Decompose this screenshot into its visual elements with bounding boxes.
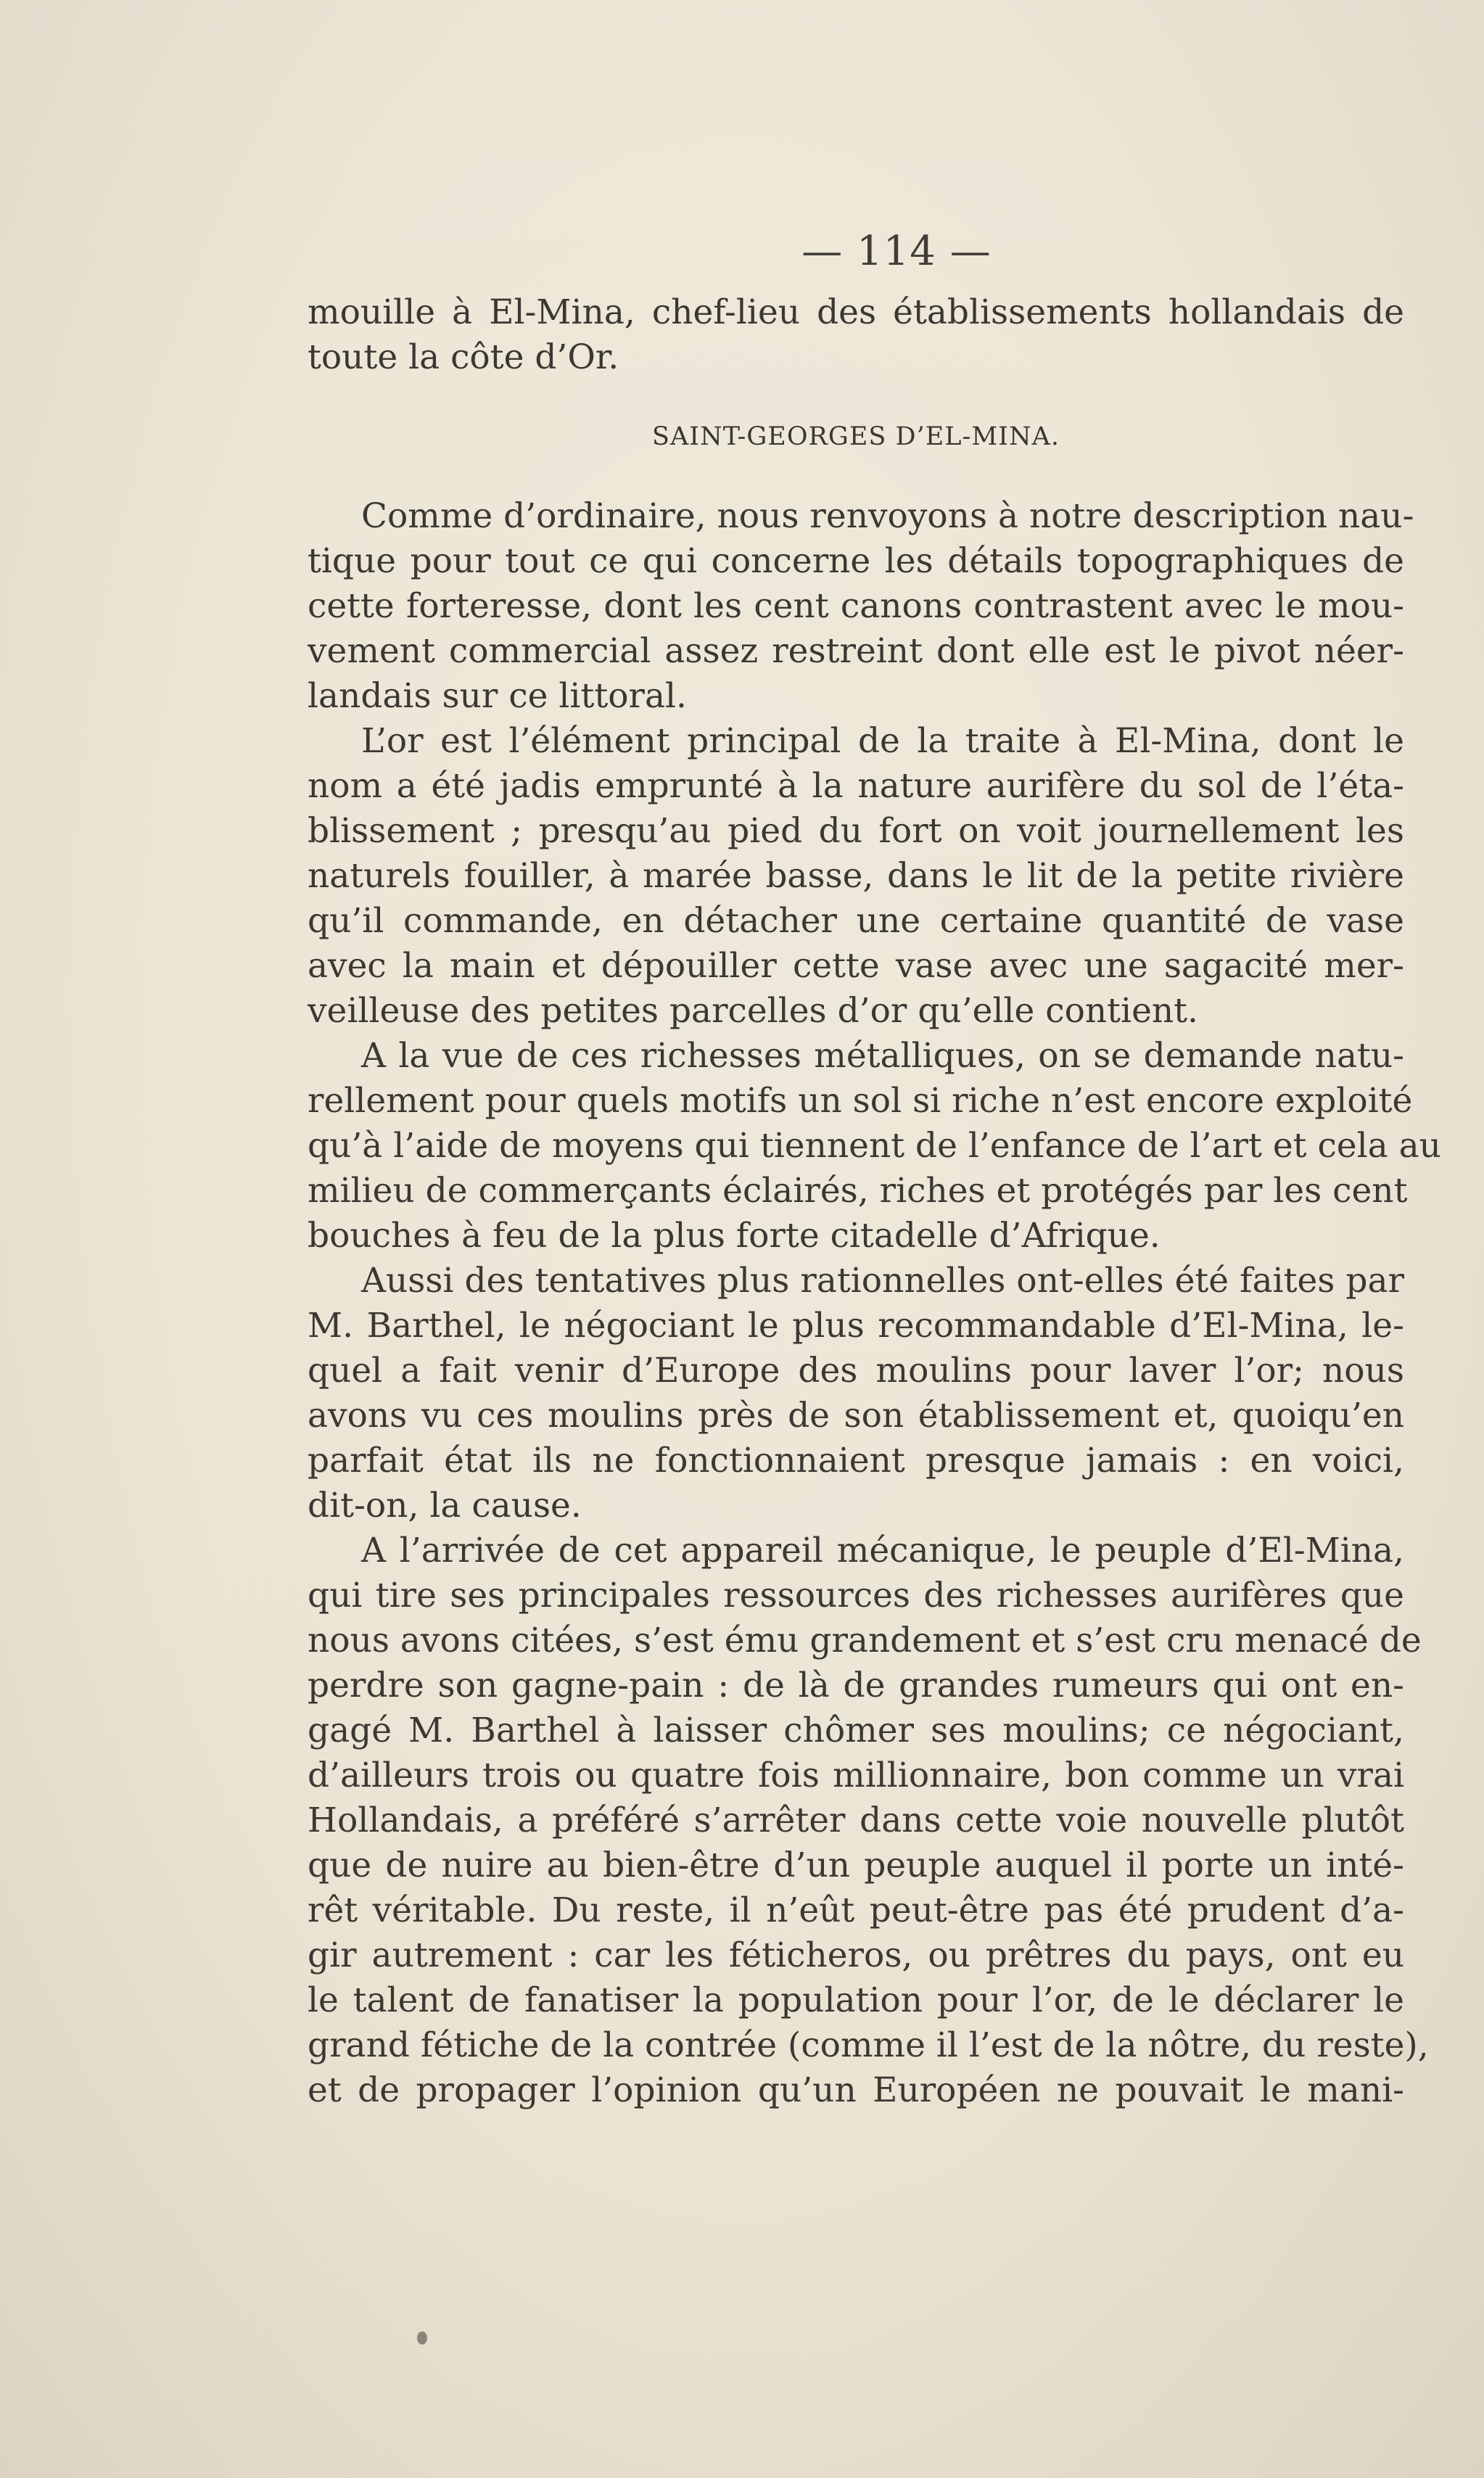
text-line: veilleuse des petites parcelles d’or qu’elle contient. <box>308 991 1198 1031</box>
text-line: cette forteresse, dont les cent canons contrastent avec le mou- <box>308 586 1404 626</box>
page-number: — 114 — <box>801 228 992 275</box>
text-line: landais sur ce littoral. <box>308 676 687 716</box>
text-line: qu’il commande, en détacher une certaine quantité de vase <box>308 901 1404 941</box>
text-line: grand fétiche de la contrée (comme il l’est de la nôtre, du reste), <box>308 2025 1429 2065</box>
paragraph <box>308 1259 1404 1528</box>
paragraph <box>308 1034 1441 1259</box>
text-line: mouille à El-Mina, chef-lieu des établissements hollandais de <box>308 292 1404 332</box>
section-heading: SAINT-GEORGES D’EL-MINA. <box>651 422 1060 451</box>
text-line: qu’à l’aide de moyens qui tiennent de l’enfance de l’art et cela au <box>308 1126 1441 1166</box>
text-line: nom a été jadis emprunté à la nature aurifère du sol de l’éta- <box>308 766 1404 806</box>
paragraph <box>308 494 1414 719</box>
paragraph <box>308 1528 1429 2113</box>
text-line: gir autrement : car les féticheros, ou prêtres du pays, ont eu <box>308 1935 1404 1975</box>
text-line: qui tire ses principales ressources des richesses aurifères que <box>308 1576 1404 1615</box>
text-line: tique pour tout ce qui concerne les détails topographiques de <box>308 541 1404 581</box>
text-line: rêt véritable. Du reste, il n’eût peut-être pas été prudent d’a- <box>308 1890 1404 1930</box>
ink-mark <box>417 2331 427 2345</box>
text-line: toute la côte d’Or. <box>308 337 619 377</box>
text-line: et de propager l’opinion qu’un Européen ne pouvait le mani- <box>308 2070 1404 2110</box>
text-line: gagé M. Barthel à laisser chômer ses moulins; ce négociant, <box>308 1711 1404 1750</box>
text-line: avec la main et dépouiller cette vase avec une sagacité mer- <box>308 946 1404 986</box>
text-line: M. Barthel, le négociant le plus recommandable d’El-Mina, le- <box>308 1306 1404 1346</box>
text-line: A l’arrivée de cet appareil mécanique, le peuple d’El-Mina, <box>361 1531 1404 1571</box>
text-line: que de nuire au bien-être d’un peuple auquel il porte un inté- <box>308 1845 1404 1885</box>
text-line: bouches à feu de la plus forte citadelle d’Afrique. <box>308 1216 1161 1256</box>
text-line: perdre son gagne-pain : de là de grandes rumeurs qui ont en- <box>308 1666 1404 1705</box>
text-line: d’ailleurs trois ou quatre fois millionnaire, bon comme un vrai <box>308 1755 1404 1795</box>
text-line: rellement pour quels motifs un sol si riche n’est encore exploité <box>308 1081 1413 1121</box>
text-line: parfait état ils ne fonctionnaient presque jamais : en voici, <box>308 1441 1404 1481</box>
text-line: nous avons citées, s’est ému grandement et s’est cru menacé de <box>308 1621 1422 1660</box>
text-line: le talent de fanatiser la population pour l’or, de le déclarer le <box>308 1980 1404 2020</box>
text-line: naturels fouiller, à marée basse, dans le lit de la petite rivière <box>308 856 1404 896</box>
text-line: Hollandais, a préféré s’arrêter dans cette voie nouvelle plutôt <box>308 1800 1404 1840</box>
text-line: Comme d’ordinaire, nous renvoyons à notre description nau- <box>361 496 1414 536</box>
text-line: dit-on, la cause. <box>308 1486 582 1526</box>
paragraph-continuation <box>308 290 1404 380</box>
text-line: blissement ; presqu’au pied du fort on voit journellement les <box>308 811 1404 851</box>
text-line: vement commercial assez restreint dont elle est le pivot néer- <box>308 631 1404 671</box>
paragraph <box>308 719 1404 1034</box>
text-line: avons vu ces moulins près de son établissement et, quoiqu’en <box>308 1396 1404 1436</box>
text-line: Aussi des tentatives plus rationnelles ont-elles été faites par <box>361 1261 1404 1301</box>
text-line: milieu de commerçants éclairés, riches et protégés par les cent <box>308 1171 1408 1211</box>
page-text <box>308 228 1441 2113</box>
text-line: quel a fait venir d’Europe des moulins pour laver l’or; nous <box>308 1351 1404 1391</box>
text-line: L’or est l’élément principal de la traite à El-Mina, dont le <box>361 721 1404 761</box>
text-line: A la vue de ces richesses métalliques, on se demande natu- <box>361 1036 1404 1076</box>
